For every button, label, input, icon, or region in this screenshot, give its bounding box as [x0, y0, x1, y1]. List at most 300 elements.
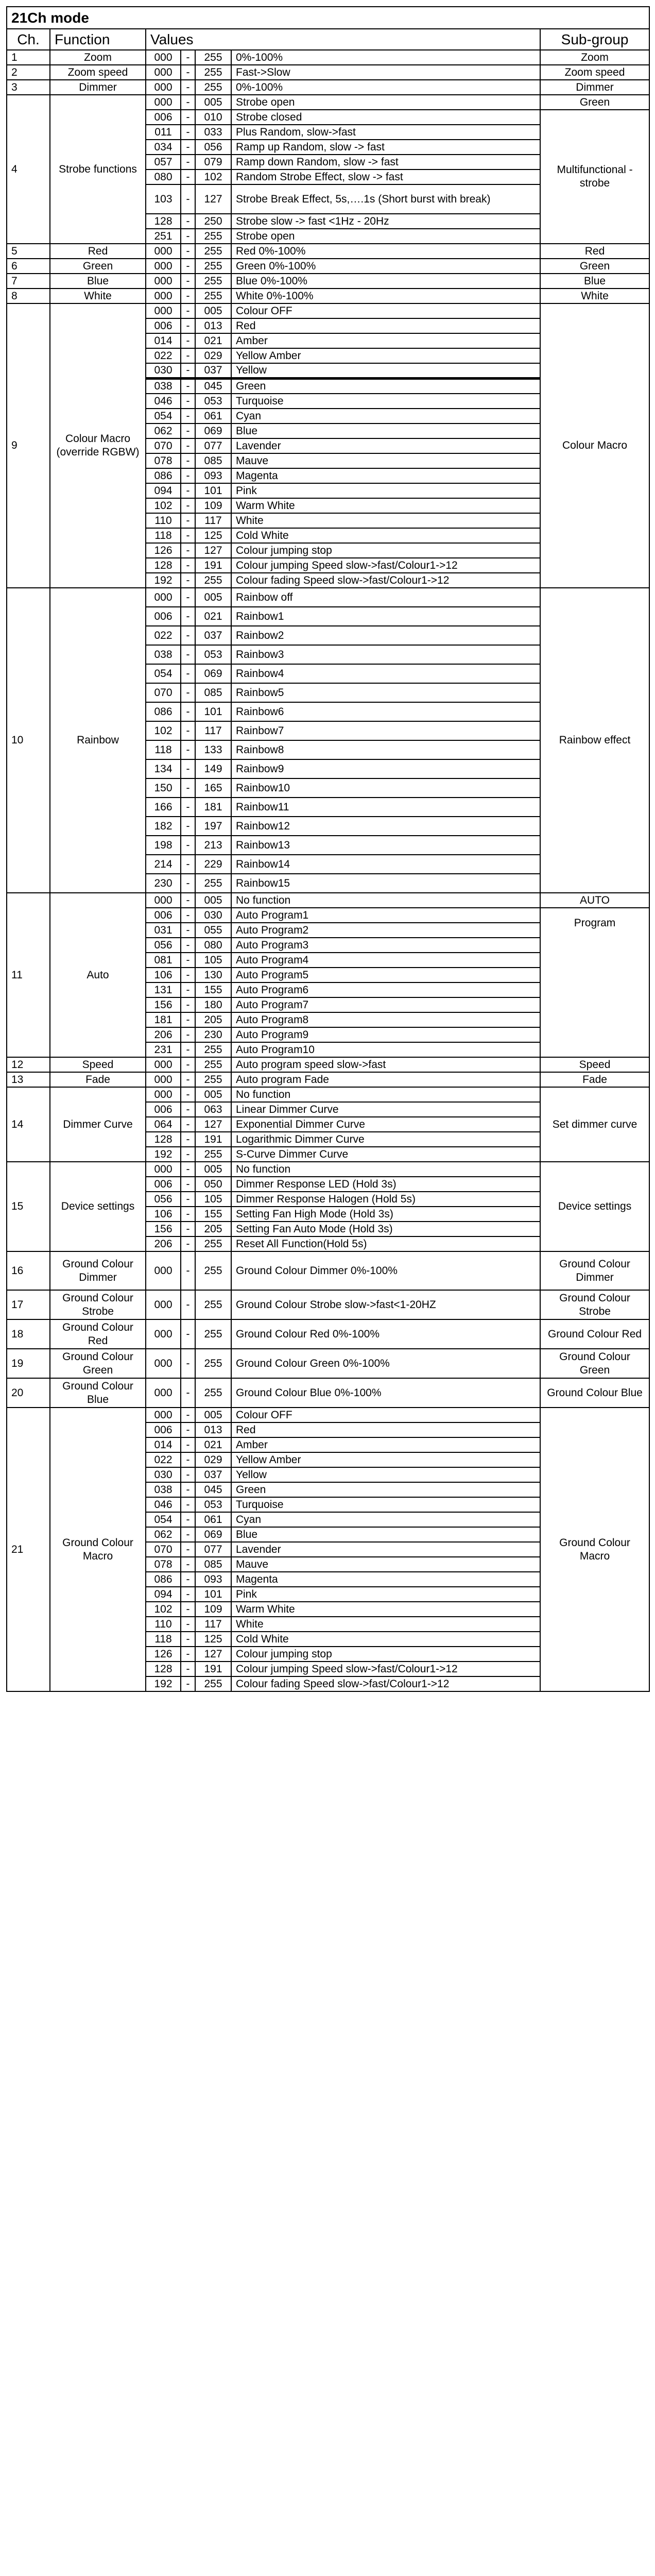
value-from: 006: [146, 1177, 181, 1192]
value-description: Auto Program7: [231, 997, 540, 1012]
value-to: 063: [195, 1102, 231, 1117]
value-to: 255: [195, 244, 231, 259]
value-from: 014: [146, 1437, 181, 1452]
value-description: Rainbow9: [231, 759, 540, 778]
value-description: Exponential Dimmer Curve: [231, 1117, 540, 1132]
channel-number: 3: [7, 80, 50, 95]
value-description: No function: [231, 893, 540, 908]
value-to: 255: [195, 1290, 231, 1319]
value-range-dash: -: [181, 1542, 195, 1557]
value-description: Auto Program8: [231, 1012, 540, 1027]
value-from: 081: [146, 953, 181, 968]
value-from: 102: [146, 721, 181, 740]
channel-function: Dimmer: [50, 80, 146, 95]
value-range-dash: -: [181, 1632, 195, 1647]
value-description: Rainbow10: [231, 778, 540, 798]
subgroup-cell: White: [540, 289, 649, 303]
value-to: 037: [195, 363, 231, 379]
value-range-dash: -: [181, 303, 195, 318]
value-description: Rainbow1: [231, 607, 540, 626]
value-description: Rainbow5: [231, 683, 540, 702]
value-to: 005: [195, 95, 231, 110]
value-from: 106: [146, 968, 181, 982]
value-range-dash: -: [181, 1042, 195, 1057]
value-from: 000: [146, 259, 181, 274]
value-from: 056: [146, 938, 181, 953]
value-range-dash: -: [181, 1177, 195, 1192]
value-description: Strobe closed: [231, 110, 540, 125]
channel-function: Device settings: [50, 1162, 146, 1251]
value-range-dash: -: [181, 543, 195, 558]
value-to: 080: [195, 938, 231, 953]
value-to: 155: [195, 1207, 231, 1222]
value-to: 033: [195, 125, 231, 140]
value-range-dash: -: [181, 982, 195, 997]
value-from: 118: [146, 1632, 181, 1647]
value-range-dash: -: [181, 289, 195, 303]
value-to: 255: [195, 1676, 231, 1691]
value-to: 127: [195, 543, 231, 558]
value-description: Magenta: [231, 468, 540, 483]
value-range-dash: -: [181, 468, 195, 483]
value-range-dash: -: [181, 423, 195, 438]
value-range-dash: -: [181, 80, 195, 95]
value-description: Colour fading Speed slow->fast/Colour1->12: [231, 1676, 540, 1691]
value-description: Warm White: [231, 1602, 540, 1617]
value-range-dash: -: [181, 95, 195, 110]
subgroup-cell: Green: [540, 95, 649, 110]
value-to: 069: [195, 664, 231, 683]
value-range-dash: -: [181, 1572, 195, 1587]
table-row: [7, 303, 649, 318]
value-from: 022: [146, 626, 181, 645]
value-description: Ramp up Random, slow -> fast: [231, 140, 540, 155]
value-to: 205: [195, 1222, 231, 1236]
value-range-dash: -: [181, 1147, 195, 1162]
subgroup-cell: Speed: [540, 1057, 649, 1072]
subgroup-cell: Colour Macro: [540, 303, 649, 588]
channel-number: 7: [7, 274, 50, 289]
value-to: 197: [195, 817, 231, 836]
value-from: 000: [146, 1251, 181, 1290]
channel-number: 19: [7, 1349, 50, 1378]
value-range-dash: -: [181, 110, 195, 125]
table-row: [7, 1319, 649, 1349]
value-description: Lavender: [231, 1542, 540, 1557]
value-to: 085: [195, 683, 231, 702]
value-description: Turquoise: [231, 394, 540, 409]
header-function: Function: [50, 29, 146, 50]
channel-number: 20: [7, 1378, 50, 1408]
value-to: 093: [195, 468, 231, 483]
value-to: 010: [195, 110, 231, 125]
channel-number: 9: [7, 303, 50, 588]
value-description: Ground Colour Strobe slow->fast<1-20HZ: [231, 1290, 540, 1319]
value-description: Red: [231, 318, 540, 333]
value-range-dash: -: [181, 1072, 195, 1087]
channel-number: 13: [7, 1072, 50, 1087]
value-range-dash: -: [181, 997, 195, 1012]
value-range-dash: -: [181, 244, 195, 259]
value-from: 110: [146, 1617, 181, 1632]
channel-number: 15: [7, 1162, 50, 1251]
value-to: 125: [195, 1632, 231, 1647]
value-to: 155: [195, 982, 231, 997]
value-to: 255: [195, 1251, 231, 1290]
value-description: No function: [231, 1087, 540, 1102]
value-from: 000: [146, 1087, 181, 1102]
value-to: 255: [195, 229, 231, 244]
value-range-dash: -: [181, 683, 195, 702]
value-description: 0%-100%: [231, 50, 540, 65]
value-description: Amber: [231, 1437, 540, 1452]
value-from: 064: [146, 1117, 181, 1132]
value-description: Linear Dimmer Curve: [231, 1102, 540, 1117]
value-from: 062: [146, 423, 181, 438]
value-from: 214: [146, 855, 181, 874]
value-range-dash: -: [181, 573, 195, 588]
value-to: 255: [195, 274, 231, 289]
value-description: Ground Colour Red 0%-100%: [231, 1319, 540, 1349]
value-description: Random Strobe Effect, slow -> fast: [231, 170, 540, 184]
value-description: Rainbow7: [231, 721, 540, 740]
value-to: 037: [195, 626, 231, 645]
value-from: 030: [146, 363, 181, 379]
value-description: Rainbow off: [231, 588, 540, 607]
value-range-dash: -: [181, 513, 195, 528]
channel-function: Auto: [50, 893, 146, 1057]
value-range-dash: -: [181, 1452, 195, 1467]
value-range-dash: -: [181, 607, 195, 626]
table-row: [7, 289, 649, 303]
value-description: Plus Random, slow->fast: [231, 125, 540, 140]
value-description: Yellow: [231, 1467, 540, 1482]
value-range-dash: -: [181, 1617, 195, 1632]
value-from: 078: [146, 453, 181, 468]
value-to: 229: [195, 855, 231, 874]
value-description: Yellow Amber: [231, 1452, 540, 1467]
value-description: Magenta: [231, 1572, 540, 1587]
value-range-dash: -: [181, 1378, 195, 1408]
table-row: [7, 588, 649, 607]
value-description: Rainbow8: [231, 740, 540, 759]
value-from: 000: [146, 588, 181, 607]
value-to: 255: [195, 573, 231, 588]
value-from: 166: [146, 798, 181, 817]
channel-function: Ground Colour Strobe: [50, 1290, 146, 1319]
value-description: Auto Program2: [231, 923, 540, 938]
value-to: 101: [195, 702, 231, 721]
value-description: Rainbow12: [231, 817, 540, 836]
value-from: 086: [146, 1572, 181, 1587]
value-from: 046: [146, 1497, 181, 1512]
channel-function: Ground Colour Macro: [50, 1408, 146, 1691]
value-from: 103: [146, 184, 181, 214]
value-from: 080: [146, 170, 181, 184]
value-from: 156: [146, 997, 181, 1012]
value-to: 117: [195, 513, 231, 528]
value-to: 127: [195, 1647, 231, 1662]
value-description: Strobe slow -> fast <1Hz - 20Hz: [231, 214, 540, 229]
subgroup-cell: Zoom speed: [540, 65, 649, 80]
value-from: 206: [146, 1027, 181, 1042]
value-range-dash: -: [181, 1662, 195, 1676]
value-from: 128: [146, 1132, 181, 1147]
value-description: Strobe open: [231, 229, 540, 244]
value-description: Turquoise: [231, 1497, 540, 1512]
value-to: 030: [195, 908, 231, 923]
value-to: 021: [195, 1437, 231, 1452]
subgroup-cell: Zoom: [540, 50, 649, 65]
value-description: Cyan: [231, 1512, 540, 1527]
value-to: 149: [195, 759, 231, 778]
table-row: [7, 95, 649, 110]
value-range-dash: -: [181, 259, 195, 274]
value-range-dash: -: [181, 721, 195, 740]
channel-function: Zoom: [50, 50, 146, 65]
value-to: 061: [195, 409, 231, 423]
value-from: 150: [146, 778, 181, 798]
value-to: 255: [195, 50, 231, 65]
value-description: Colour jumping Speed slow->fast/Colour1->12: [231, 1662, 540, 1676]
value-to: 005: [195, 1408, 231, 1422]
value-from: 038: [146, 379, 181, 394]
value-to: 029: [195, 348, 231, 363]
value-range-dash: -: [181, 1102, 195, 1117]
value-to: 069: [195, 1527, 231, 1542]
value-to: 255: [195, 1378, 231, 1408]
value-from: 230: [146, 874, 181, 893]
table-row: [7, 259, 649, 274]
channel-number: 17: [7, 1290, 50, 1319]
value-from: 126: [146, 543, 181, 558]
value-from: 006: [146, 908, 181, 923]
value-to: 056: [195, 140, 231, 155]
subgroup-cell: Green: [540, 259, 649, 274]
value-from: 054: [146, 1512, 181, 1527]
value-from: 000: [146, 1162, 181, 1177]
value-range-dash: -: [181, 1512, 195, 1527]
value-description: Colour jumping stop: [231, 1647, 540, 1662]
value-range-dash: -: [181, 1290, 195, 1319]
value-to: 250: [195, 214, 231, 229]
value-from: 006: [146, 1422, 181, 1437]
value-to: 102: [195, 170, 231, 184]
value-range-dash: -: [181, 874, 195, 893]
value-description: Auto program Fade: [231, 1072, 540, 1087]
value-from: 046: [146, 394, 181, 409]
value-to: 255: [195, 1057, 231, 1072]
table-body: [7, 50, 649, 1691]
value-description: Auto Program5: [231, 968, 540, 982]
value-to: 053: [195, 1497, 231, 1512]
value-to: 230: [195, 1027, 231, 1042]
value-range-dash: -: [181, 1557, 195, 1572]
value-from: 022: [146, 1452, 181, 1467]
value-description: Auto Program9: [231, 1027, 540, 1042]
value-from: 192: [146, 1147, 181, 1162]
value-from: 110: [146, 513, 181, 528]
value-description: Green 0%-100%: [231, 259, 540, 274]
value-from: 086: [146, 702, 181, 721]
channel-number: 6: [7, 259, 50, 274]
header-ch: Ch.: [7, 29, 50, 50]
value-from: 131: [146, 982, 181, 997]
value-to: 191: [195, 1132, 231, 1147]
value-description: Rainbow15: [231, 874, 540, 893]
subgroup-cell: Ground Colour Macro: [540, 1408, 649, 1691]
value-description: Dimmer Response LED (Hold 3s): [231, 1177, 540, 1192]
value-to: 255: [195, 1319, 231, 1349]
subgroup-cell: AUTO: [540, 893, 649, 908]
value-to: 181: [195, 798, 231, 817]
value-from: 000: [146, 1072, 181, 1087]
table-row: [7, 1349, 649, 1378]
value-range-dash: -: [181, 893, 195, 908]
subgroup-cell: Ground Colour Red: [540, 1319, 649, 1349]
channel-function: Ground Colour Blue: [50, 1378, 146, 1408]
value-description: Strobe Break Effect, 5s,….1s (Short burst with break): [231, 184, 540, 214]
value-description: Cold White: [231, 528, 540, 543]
value-description: Blue: [231, 1527, 540, 1542]
value-description: Mauve: [231, 1557, 540, 1572]
channel-table-container: [6, 6, 649, 1692]
value-range-dash: -: [181, 1497, 195, 1512]
value-description: Dimmer Response Halogen (Hold 5s): [231, 1192, 540, 1207]
value-description: Colour fading Speed slow->fast/Colour1->12: [231, 573, 540, 588]
table-row: [7, 274, 649, 289]
value-from: 156: [146, 1222, 181, 1236]
value-range-dash: -: [181, 498, 195, 513]
value-to: 105: [195, 953, 231, 968]
value-from: 070: [146, 683, 181, 702]
channel-number: 2: [7, 65, 50, 80]
value-range-dash: -: [181, 1132, 195, 1147]
value-to: 045: [195, 379, 231, 394]
value-to: 255: [195, 1349, 231, 1378]
value-range-dash: -: [181, 968, 195, 982]
value-range-dash: -: [181, 1482, 195, 1497]
value-description: Lavender: [231, 438, 540, 453]
value-from: 000: [146, 50, 181, 65]
value-description: Reset All Function(Hold 5s): [231, 1236, 540, 1251]
value-from: 031: [146, 923, 181, 938]
channel-number: 11: [7, 893, 50, 1057]
channel-number: 18: [7, 1319, 50, 1349]
table-row: [7, 244, 649, 259]
table-row: [7, 1378, 649, 1408]
value-from: 000: [146, 244, 181, 259]
value-from: 014: [146, 333, 181, 348]
table-row: [7, 1162, 649, 1177]
value-range-dash: -: [181, 1087, 195, 1102]
value-to: 105: [195, 1192, 231, 1207]
value-from: 000: [146, 1290, 181, 1319]
value-from: 192: [146, 573, 181, 588]
value-from: 078: [146, 1557, 181, 1572]
value-to: 077: [195, 1542, 231, 1557]
channel-function: Zoom speed: [50, 65, 146, 80]
value-to: 005: [195, 588, 231, 607]
value-description: Colour jumping Speed slow->fast/Colour1->12: [231, 558, 540, 573]
value-range-dash: -: [181, 125, 195, 140]
value-from: 000: [146, 80, 181, 95]
value-range-dash: -: [181, 1527, 195, 1542]
value-range-dash: -: [181, 1251, 195, 1290]
value-from: 118: [146, 528, 181, 543]
value-range-dash: -: [181, 1027, 195, 1042]
table-row: [7, 80, 649, 95]
value-from: 056: [146, 1192, 181, 1207]
value-to: 050: [195, 1177, 231, 1192]
channel-number: 10: [7, 588, 50, 893]
value-to: 085: [195, 453, 231, 468]
value-description: Rainbow13: [231, 836, 540, 855]
table-row: [7, 1057, 649, 1072]
value-range-dash: -: [181, 1012, 195, 1027]
value-range-dash: -: [181, 923, 195, 938]
value-range-dash: -: [181, 740, 195, 759]
value-description: Ground Colour Dimmer 0%-100%: [231, 1251, 540, 1290]
subgroup-cell: Program: [540, 908, 649, 1057]
channel-function: Colour Macro (override RGBW): [50, 303, 146, 588]
value-from: 000: [146, 1408, 181, 1422]
value-to: 093: [195, 1572, 231, 1587]
value-to: 079: [195, 155, 231, 170]
table-row: [7, 50, 649, 65]
value-description: Auto program speed slow->fast: [231, 1057, 540, 1072]
value-range-dash: -: [181, 908, 195, 923]
value-range-dash: -: [181, 483, 195, 498]
value-from: 070: [146, 438, 181, 453]
value-range-dash: -: [181, 318, 195, 333]
value-range-dash: -: [181, 1207, 195, 1222]
value-range-dash: -: [181, 453, 195, 468]
channel-function: Blue: [50, 274, 146, 289]
value-range-dash: -: [181, 1349, 195, 1378]
value-to: 053: [195, 645, 231, 664]
value-from: 106: [146, 1207, 181, 1222]
value-from: 030: [146, 1467, 181, 1482]
subgroup-cell: Blue: [540, 274, 649, 289]
value-from: 231: [146, 1042, 181, 1057]
value-from: 000: [146, 274, 181, 289]
channel-function: Rainbow: [50, 588, 146, 893]
value-from: 000: [146, 95, 181, 110]
value-range-dash: -: [181, 1422, 195, 1437]
value-description: Ground Colour Blue 0%-100%: [231, 1378, 540, 1408]
channel-number: 1: [7, 50, 50, 65]
channel-function: White: [50, 289, 146, 303]
value-to: 191: [195, 1662, 231, 1676]
value-description: Ground Colour Green 0%-100%: [231, 1349, 540, 1378]
value-to: 205: [195, 1012, 231, 1027]
value-to: 255: [195, 80, 231, 95]
value-from: 038: [146, 1482, 181, 1497]
value-description: Fast->Slow: [231, 65, 540, 80]
channel-function: Fade: [50, 1072, 146, 1087]
value-description: Green: [231, 379, 540, 394]
value-range-dash: -: [181, 855, 195, 874]
table-row: [7, 1251, 649, 1290]
subgroup-cell: Ground Colour Green: [540, 1349, 649, 1378]
value-range-dash: -: [181, 588, 195, 607]
subgroup-cell: Ground Colour Dimmer: [540, 1251, 649, 1290]
value-description: Green: [231, 1482, 540, 1497]
value-description: Blue 0%-100%: [231, 274, 540, 289]
value-to: 005: [195, 893, 231, 908]
header-values: Values: [146, 29, 540, 50]
